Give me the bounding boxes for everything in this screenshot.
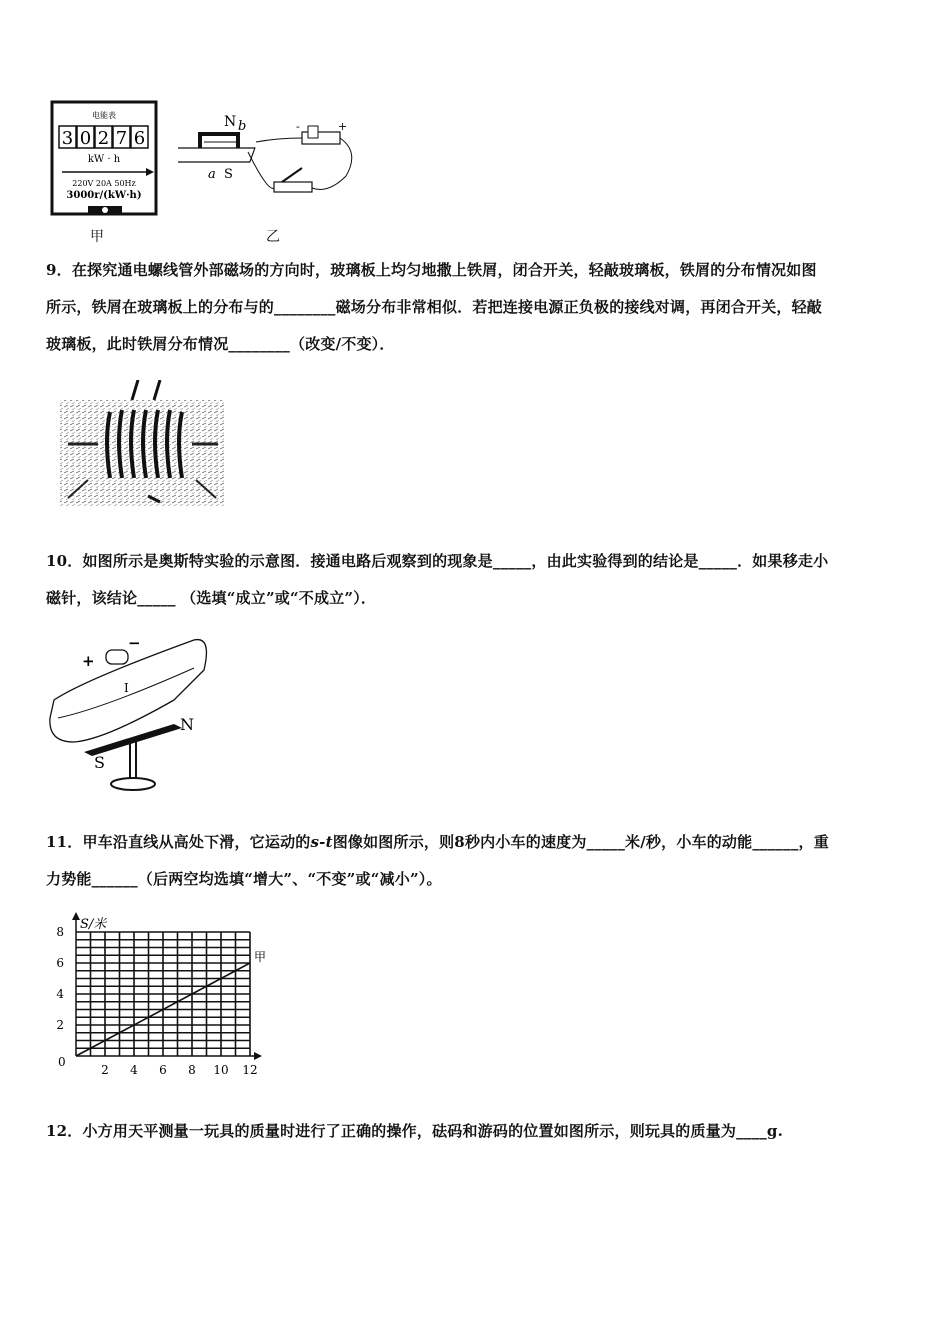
question-text: 力势能______（后两空均选填“增大”、“不变”或“减小”）。 [46,870,442,888]
x-axis-arrow [254,1052,262,1060]
figure-caption-jia: 甲 [90,229,104,245]
figure-caption-yi: 乙 [266,229,280,245]
y-tick-label: 4 [56,987,64,1001]
label-a: a [208,167,216,182]
meter-specs: 220V 20A 50Hz [72,179,136,188]
origin-label: 0 [58,1055,66,1069]
question-text: 图像如图所示，则8秒内小车的速度为_____米/秒，小车的动能______，重 [332,833,829,851]
label-b: b [238,119,247,134]
question-text: 所示，铁屑在玻璃板上的分布与的________磁场分布非常相似．若把连接电源正负极的接线对调，再闭合开关，轻敲 [46,298,823,316]
meter-digit: 3 [61,128,74,149]
question-text: 磁针，该结论_____ （选填“成立”或“不成立”）． [46,589,377,607]
series-label-jia: 甲 [254,950,266,964]
y-tick-label: 2 [56,1018,64,1032]
question-text: s-t [310,833,333,851]
question-11 [46,824,906,898]
y-axis-label: S/米 [80,917,107,932]
meter-title: 电能表 [92,111,116,120]
meter-digit: 7 [115,128,128,149]
question-text: 在探究通电螺线管外部磁场的方向时，玻璃板上均匀地撒上铁屑，闭合开关，轻敲玻璃板，铁屑的分布情况如图 [71,261,817,279]
question-text: 小方用天平测量一玩具的质量时进行了正确的操作，砝码和游码的位置如图所示，则玩具的质量为____g. [82,1122,783,1140]
battery-plus: + [338,120,348,133]
y-axis-arrow [72,912,80,920]
battery-minus-sign: − [128,634,141,652]
x-tick-label: 12 [242,1063,258,1077]
current-label: I [124,681,129,695]
energy-meter-figure [50,98,160,220]
question-text: 玻璃板，此时铁屑分布情况________（改变/不变）． [46,335,395,353]
meter-digit: 2 [97,128,110,149]
x-tick-label: 8 [188,1063,196,1077]
question-text: 如图所示是奥斯特实验的示意图．接通电路后观察到的现象是_____，由此实验得到的结论是_____．如果移走小 [82,552,829,570]
label-s: S [224,167,233,182]
y-tick-label: 6 [56,956,64,970]
electromagnet-circuit-figure [178,112,360,212]
meter-unit: kW · h [87,154,121,165]
needle-label-s: S [94,753,105,772]
chart-grid [76,932,250,1056]
question-text: 甲车沿直线从高处下滑，它运动的 [82,833,311,851]
x-tick-label: 4 [130,1063,138,1077]
question-number: 11． [46,833,83,851]
x-tick-label: 10 [213,1063,229,1077]
st-graph-chart [40,912,266,1082]
solenoid-iron-filings-figure [58,380,226,510]
x-tick-label: 2 [101,1063,109,1077]
meter-digits [59,126,148,149]
question-12 [46,1113,906,1150]
needle-label-n: N [180,715,194,734]
question-9 [46,252,906,363]
oersted-experiment-figure [44,630,214,798]
label-n: N [224,114,237,130]
meter-digit: 6 [133,128,146,149]
battery-minus: - [296,120,300,133]
question-number: 10． [46,552,83,570]
question-number: 9． [46,261,72,279]
question-number: 12． [46,1122,83,1140]
meter-digit: 0 [79,128,92,149]
meter-rate: 3000r/(kW·h) [66,190,142,201]
y-tick-label: 8 [56,925,64,939]
battery-plus-sign: + [82,652,95,670]
x-tick-label: 6 [159,1063,167,1077]
question-10 [46,543,906,617]
